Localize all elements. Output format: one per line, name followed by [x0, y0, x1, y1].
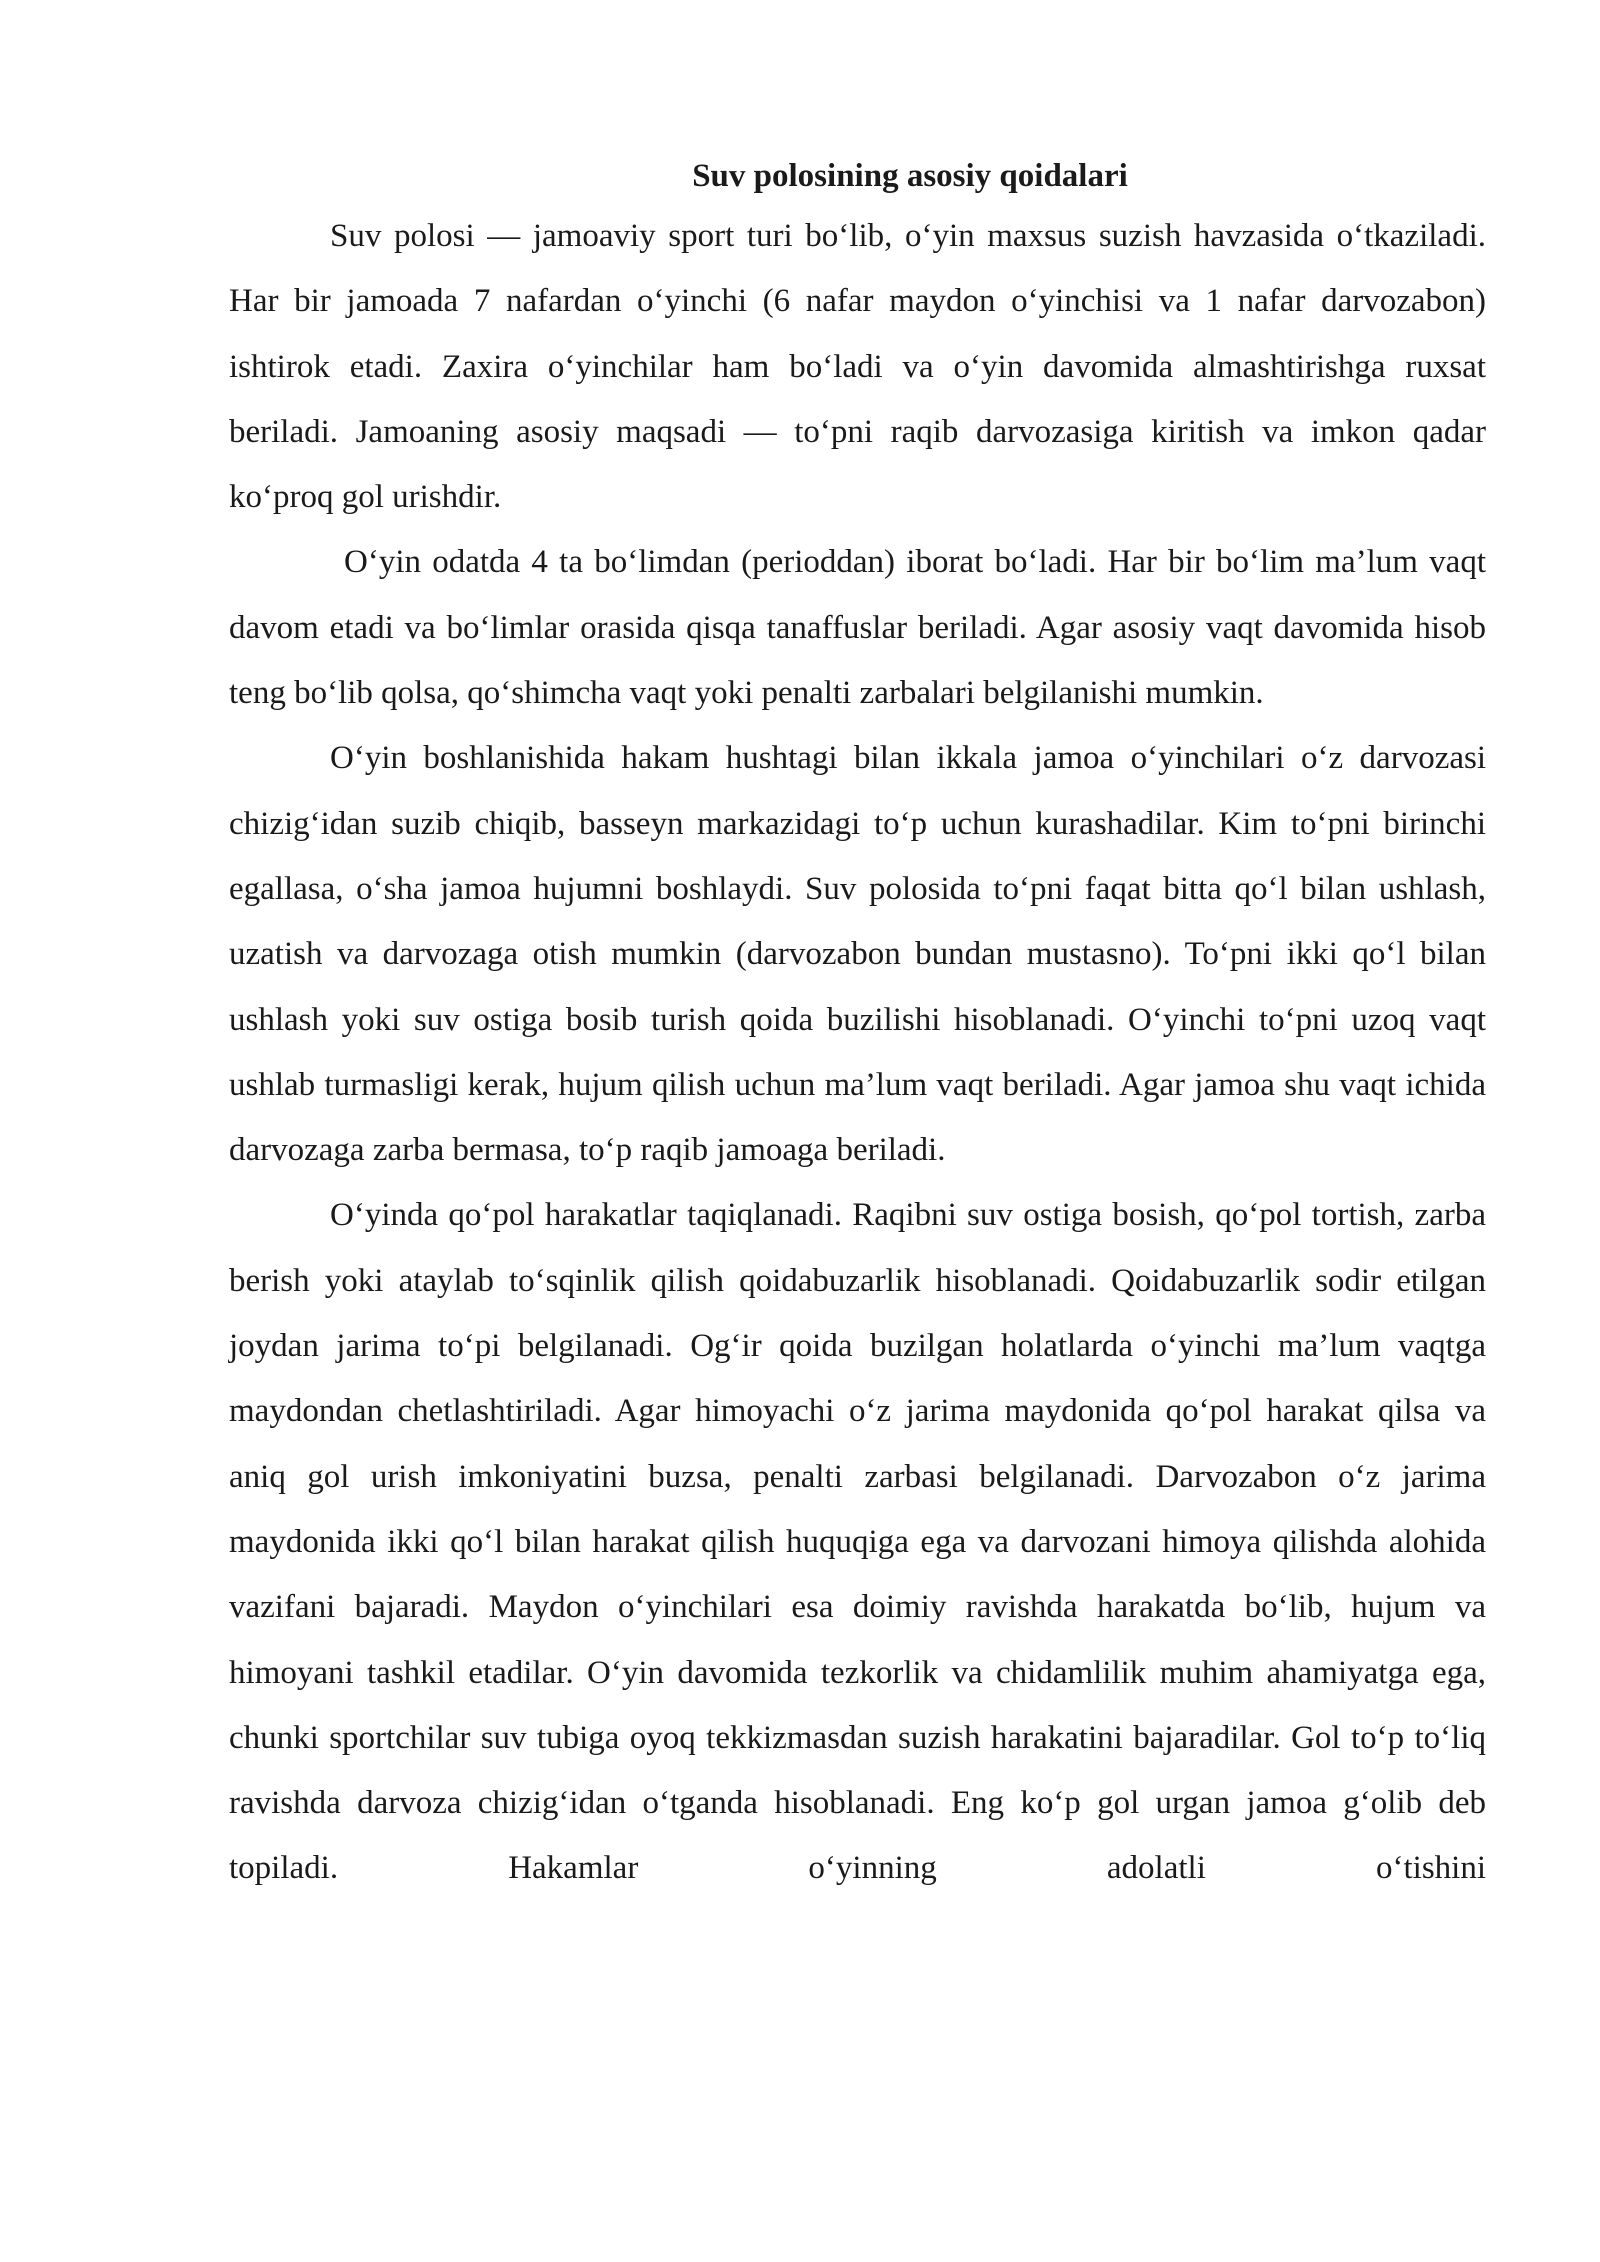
paragraph-1: Suv polosi — jamoaviy sport turi bo‘lib, o‘yin maxsus suzish havzasida o‘tkaziladi. Har bir jamoada 7 nafardan o‘yinchi (6 nafar maydon o‘yinchisi va 1 nafar darvozabon) ishtirok etadi. Zaxira o‘yinchilar ham bo‘ladi va o‘yin davomida almashtirishga ruxsat beriladi. Jamoaning asosiy maqsadi — to‘pni raqib darvozasiga kiritish va imkon qadar ko‘proq gol urishdir. [229, 218, 1486, 516]
document-title: Suv polosining asosiy qoidalari [692, 158, 1128, 194]
paragraph-2: O‘yin odatda 4 ta bo‘limdan (perioddan) iborat bo‘ladi. Har bir bo‘lim ma’lum vaqt davom etadi va bo‘limlar orasida qisqa tanaffuslar beriladi. Agar asosiy vaqt davomida hisob teng bo‘lib qolsa, qo‘shimcha vaqt yoki penalti zarbalari belgilanishi mumkin. [229, 544, 1486, 712]
paragraph-4: O‘yinda qo‘pol harakatlar taqiqlanadi. Raqibni suv ostiga bosish, qo‘pol tortish, zarba berish yoki ataylab to‘sqinlik qilish qoidabuzarlik hisoblanadi. Qoidabuzarlik sodir etilgan joydan jarima to‘pi belgilanadi. Og‘ir qoida buzilgan holatlarda o‘yinchi ma’lum vaqtga maydondan chetlashtiriladi. Agar himoyachi o‘z jarima maydonida qo‘pol harakat qilsa va aniq gol urish imkoniyatini buzsa, penalti zarbasi belgilanadi. Darvozabon o‘z jarima maydonida ikki qo‘l bilan harakat qilish huquqiga ega va darvozani himoya qilishda alohida vazifani bajaradi. Maydon o‘yinchilari esa doimiy ravishda harakatda bo‘lib, hujum va himoyani tashkil etadilar. O‘yin davomida tezkorlik va chidamlilik muhim ahamiyatga ega, chunki sportchilar suv tubiga oyoq tekkizmasdan suzish harakatini bajaradilar. Gol to‘p to‘liq ravishda darvoza chizig‘idan o‘tganda hisoblanadi. Eng ko‘p gol urgan jamoa g‘olib deb topiladi. Hakamlar o‘yinning adolatli o‘tishini [229, 1197, 1486, 1887]
paragraph-3: O‘yin boshlanishida hakam hushtagi bilan ikkala jamoa o‘yinchilari o‘z darvozasi chizig‘idan suzib chiqib, basseyn markazidagi to‘p uchun kurashadilar. Kim to‘pni birinchi egallasa, o‘sha jamoa hujumni boshlaydi. Suv polosida to‘pni faqat bitta qo‘l bilan ushlash, uzatish va darvozaga otish mumkin (darvozabon bundan mustasno). To‘pni ikki qo‘l bilan ushlash yoki suv ostiga bosib turish qoida buzilishi hisoblanadi. O‘yinchi to‘pni uzoq vaqt ushlab turmasligi kerak, hujum qilish uchun ma’lum vaqt beriladi. Agar jamoa shu vaqt ichida darvozaga zarba bermasa, to‘p raqib jamoaga beriladi. [229, 740, 1486, 1169]
document-body [229, 148, 1486, 1902]
